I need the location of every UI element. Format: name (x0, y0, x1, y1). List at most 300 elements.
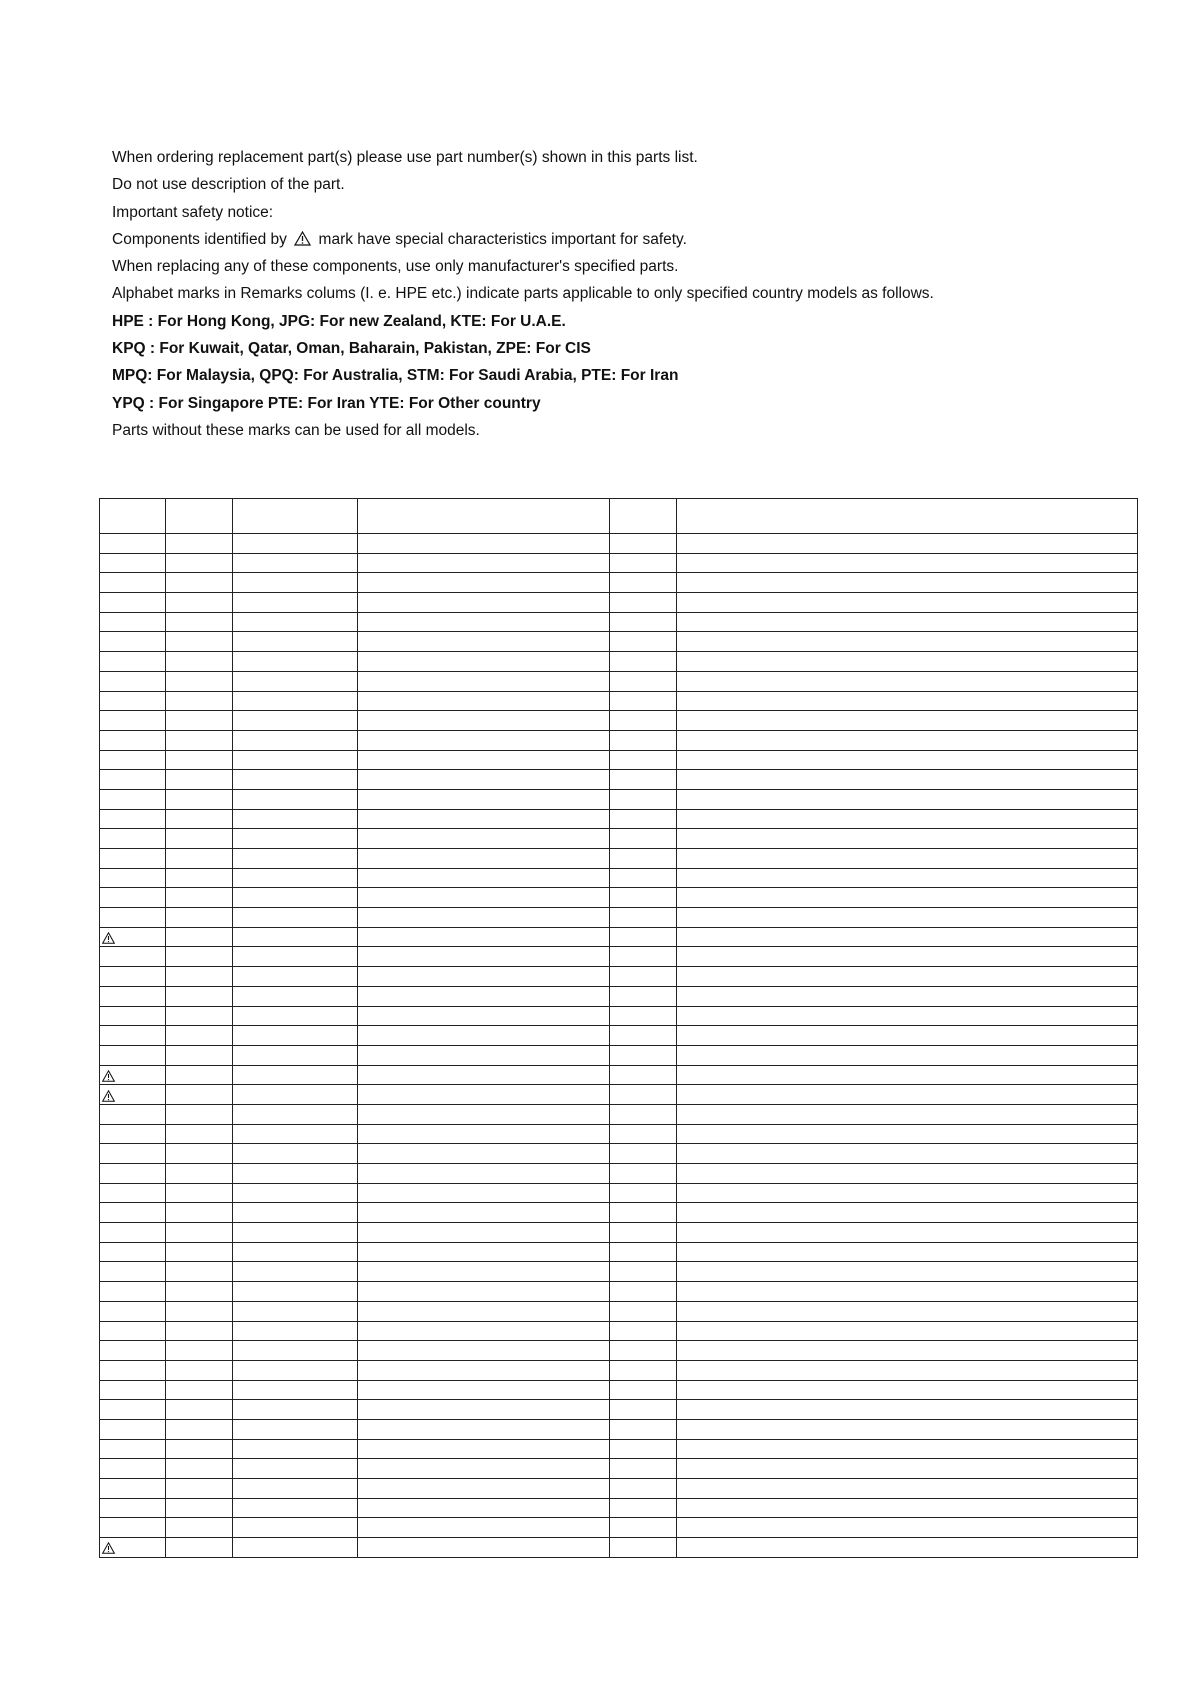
table-cell (233, 888, 358, 908)
table-cell (358, 534, 610, 554)
header-cell (610, 499, 677, 534)
table-cell (100, 770, 166, 790)
note-line-6: Alphabet marks in Remarks colums (I. e. HPE etc.) indicate parts applicable to only specified country models as follows. (112, 285, 934, 303)
table-cell (677, 671, 1138, 691)
table-cell (677, 573, 1138, 593)
table-row (100, 1360, 1138, 1380)
table-cell (166, 1164, 233, 1184)
table-cell (100, 1301, 166, 1321)
table-row (100, 671, 1138, 691)
table-cell (100, 1144, 166, 1164)
table-cell (610, 1400, 677, 1420)
note-line-2: Do not use description of the part. (112, 176, 345, 194)
table-cell (610, 593, 677, 613)
table-cell (677, 534, 1138, 554)
table-cell (166, 1262, 233, 1282)
table-cell (677, 1282, 1138, 1302)
table-cell (677, 1262, 1138, 1282)
table-cell (233, 691, 358, 711)
table-cell (166, 1459, 233, 1479)
table-cell (166, 967, 233, 987)
table-cell (233, 1439, 358, 1459)
table-cell (358, 947, 610, 967)
table-cell (610, 770, 677, 790)
table-cell (100, 593, 166, 613)
table-cell (358, 1518, 610, 1538)
country-code-line-hpe: HPE : For Hong Kong, JPG: For new Zealand, KTE: For U.A.E. (112, 312, 566, 330)
table-cell (100, 1419, 166, 1439)
table-cell (100, 1242, 166, 1262)
table-row (100, 691, 1138, 711)
table-cell (358, 1360, 610, 1380)
note-line-1: When ordering replacement part(s) please use part number(s) shown in this parts list. (112, 149, 698, 166)
table-cell (610, 1301, 677, 1321)
table-cell (100, 1439, 166, 1459)
table-cell (100, 1085, 166, 1105)
table-cell (610, 1045, 677, 1065)
country-code-line-kpq: KPQ : For Kuwait, Qatar, Oman, Baharain, Pakistan, ZPE: For CIS (112, 340, 591, 358)
table-row (100, 534, 1138, 554)
table-cell (677, 1124, 1138, 1144)
table-row (100, 849, 1138, 869)
table-cell (677, 1459, 1138, 1479)
table-cell (358, 1439, 610, 1459)
table-cell (358, 849, 610, 869)
table-cell (166, 1498, 233, 1518)
table-row (100, 1065, 1138, 1085)
table-cell (166, 1183, 233, 1203)
table-cell (358, 1380, 610, 1400)
table-cell (358, 1262, 610, 1282)
table-cell (677, 927, 1138, 947)
note-line-11: Parts without these marks can be used for all models. (112, 421, 480, 439)
table-cell (677, 1321, 1138, 1341)
table-cell (358, 986, 610, 1006)
table-cell (100, 1479, 166, 1499)
table-cell (358, 868, 610, 888)
table-cell (166, 691, 233, 711)
table-cell (358, 1045, 610, 1065)
table-cell (233, 1262, 358, 1282)
table-cell (358, 730, 610, 750)
table-cell (610, 1104, 677, 1124)
table-cell (610, 1459, 677, 1479)
table-cell (677, 967, 1138, 987)
table-cell (233, 1242, 358, 1262)
table-row (100, 553, 1138, 573)
table-cell (233, 947, 358, 967)
table-cell (233, 750, 358, 770)
table-cell (358, 1321, 610, 1341)
table-cell (677, 1360, 1138, 1380)
table-cell (233, 868, 358, 888)
table-cell (233, 770, 358, 790)
table-cell (233, 829, 358, 849)
table-cell (610, 1518, 677, 1538)
table-cell (677, 1400, 1138, 1420)
table-row (100, 868, 1138, 888)
table-cell (610, 1124, 677, 1144)
table-cell (358, 789, 610, 809)
table-cell (677, 1498, 1138, 1518)
table-cell (166, 711, 233, 731)
table-cell (100, 671, 166, 691)
table-cell (677, 868, 1138, 888)
note-line-3: Important safety notice: (112, 203, 274, 221)
table-cell (610, 927, 677, 947)
table-cell (610, 1006, 677, 1026)
table-cell (233, 593, 358, 613)
table-cell (610, 1419, 677, 1439)
table-cell (100, 1223, 166, 1243)
table-cell (233, 1203, 358, 1223)
table-cell (677, 1223, 1138, 1243)
table-cell (100, 1360, 166, 1380)
table-row (100, 789, 1138, 809)
table-cell (166, 593, 233, 613)
table-cell (610, 1065, 677, 1085)
table-cell (677, 908, 1138, 928)
header-cell (166, 499, 233, 534)
table-cell (166, 829, 233, 849)
table-cell (610, 632, 677, 652)
table-cell (100, 888, 166, 908)
table-cell (100, 632, 166, 652)
table-cell (677, 632, 1138, 652)
table-cell (677, 1538, 1138, 1558)
table-cell (610, 1282, 677, 1302)
table-cell (166, 1419, 233, 1439)
table-cell (677, 1104, 1138, 1124)
table-row (100, 1439, 1138, 1459)
table-cell (610, 534, 677, 554)
table-cell (100, 534, 166, 554)
table-cell (358, 1006, 610, 1026)
table-cell (100, 1538, 166, 1558)
table-cell (233, 1085, 358, 1105)
table-cell (166, 1479, 233, 1499)
header-cell (677, 499, 1138, 534)
table-cell (233, 1459, 358, 1479)
table-row (100, 1164, 1138, 1184)
table-cell (677, 986, 1138, 1006)
table-cell (233, 1282, 358, 1302)
warning-triangle-icon (102, 1542, 115, 1554)
table-row (100, 711, 1138, 731)
table-row (100, 1301, 1138, 1321)
table-cell (166, 1144, 233, 1164)
table-cell (358, 612, 610, 632)
table-cell (677, 1479, 1138, 1499)
table-cell (233, 1045, 358, 1065)
table-row (100, 1321, 1138, 1341)
table-row (100, 986, 1138, 1006)
table-cell (610, 947, 677, 967)
table-cell (100, 1400, 166, 1420)
note-line-4-after: mark have special characteristics important for safety. (318, 230, 687, 248)
table-cell (358, 1085, 610, 1105)
table-cell (233, 986, 358, 1006)
table-cell (677, 711, 1138, 731)
table-cell (358, 1164, 610, 1184)
table-cell (166, 1124, 233, 1144)
table-cell (233, 1164, 358, 1184)
table-cell (610, 1085, 677, 1105)
table-cell (677, 947, 1138, 967)
table-cell (233, 652, 358, 672)
table-cell (677, 1164, 1138, 1184)
table-cell (610, 1439, 677, 1459)
table-cell (358, 553, 610, 573)
table-cell (610, 829, 677, 849)
table-row (100, 612, 1138, 632)
table-row (100, 947, 1138, 967)
table-cell (610, 1262, 677, 1282)
table-cell (233, 1065, 358, 1085)
table-cell (677, 1203, 1138, 1223)
table-row (100, 1282, 1138, 1302)
table-row (100, 1183, 1138, 1203)
table-cell (166, 809, 233, 829)
table-cell (166, 1400, 233, 1420)
table-cell (677, 1045, 1138, 1065)
table-cell (677, 888, 1138, 908)
table-cell (233, 1479, 358, 1499)
table-cell (677, 770, 1138, 790)
warning-triangle-icon (102, 932, 115, 944)
table-row (100, 1104, 1138, 1124)
table-cell (610, 1479, 677, 1499)
table-row (100, 967, 1138, 987)
table-cell (358, 750, 610, 770)
table-cell (166, 1282, 233, 1302)
table-row (100, 652, 1138, 672)
table-cell (358, 1301, 610, 1321)
table-cell (610, 612, 677, 632)
table-cell (233, 1538, 358, 1558)
table-cell (358, 1124, 610, 1144)
warning-triangle-icon (102, 1070, 115, 1082)
table-cell (358, 1242, 610, 1262)
table-cell (166, 730, 233, 750)
table-cell (677, 691, 1138, 711)
table-cell (233, 1006, 358, 1026)
table-cell (610, 809, 677, 829)
table-cell (100, 612, 166, 632)
table-cell (358, 888, 610, 908)
table-cell (100, 1124, 166, 1144)
table-row (100, 1380, 1138, 1400)
table-cell (358, 691, 610, 711)
table-cell (166, 1045, 233, 1065)
table-cell (100, 1065, 166, 1085)
table-cell (233, 671, 358, 691)
table-cell (358, 1498, 610, 1518)
table-cell (166, 1085, 233, 1105)
table-cell (233, 612, 358, 632)
table-cell (610, 711, 677, 731)
table-cell (166, 908, 233, 928)
table-cell (100, 1045, 166, 1065)
table-cell (677, 1144, 1138, 1164)
table-row (100, 1223, 1138, 1243)
table-cell (233, 632, 358, 652)
table-cell (100, 1006, 166, 1026)
table-cell (610, 1321, 677, 1341)
table-cell (166, 1301, 233, 1321)
table-cell (233, 908, 358, 928)
table-cell (677, 1085, 1138, 1105)
table-cell (233, 1498, 358, 1518)
table-cell (677, 593, 1138, 613)
note-line-5: When replacing any of these components, use only manufacturer's specified parts. (112, 258, 679, 276)
table-cell (233, 730, 358, 750)
table-body (100, 534, 1138, 1558)
table-cell (358, 770, 610, 790)
table-cell (358, 632, 610, 652)
table-cell (358, 1203, 610, 1223)
table-cell (100, 1459, 166, 1479)
table-cell (233, 1380, 358, 1400)
table-cell (100, 1518, 166, 1538)
table-cell (166, 534, 233, 554)
table-cell (166, 947, 233, 967)
table-cell (233, 1321, 358, 1341)
table-cell (233, 967, 358, 987)
table-row (100, 730, 1138, 750)
header-cell (100, 499, 166, 534)
header-cell (233, 499, 358, 534)
table-cell (610, 1183, 677, 1203)
table-cell (233, 534, 358, 554)
table-cell (166, 868, 233, 888)
table-row (100, 1341, 1138, 1361)
table-cell (677, 1439, 1138, 1459)
table-row (100, 1518, 1138, 1538)
warning-triangle-icon (294, 231, 311, 246)
table-cell (100, 553, 166, 573)
table-cell (166, 1223, 233, 1243)
table-cell (233, 1419, 358, 1439)
table-cell (100, 711, 166, 731)
table-cell (100, 1026, 166, 1046)
table-cell (166, 1518, 233, 1538)
table-row (100, 770, 1138, 790)
table-cell (166, 1538, 233, 1558)
table-cell (233, 927, 358, 947)
table-cell (233, 711, 358, 731)
notes-section (112, 144, 1132, 444)
table-row (100, 1262, 1138, 1282)
table-cell (100, 652, 166, 672)
table-cell (166, 553, 233, 573)
table-cell (610, 789, 677, 809)
table-row (100, 1479, 1138, 1499)
table-cell (358, 1282, 610, 1302)
table-row (100, 1144, 1138, 1164)
table-cell (358, 1144, 610, 1164)
table-cell (677, 1242, 1138, 1262)
table-cell (100, 1262, 166, 1282)
table-cell (358, 1183, 610, 1203)
table-cell (610, 1538, 677, 1558)
table-cell (677, 652, 1138, 672)
table-cell (233, 1183, 358, 1203)
table-cell (233, 553, 358, 573)
table-cell (100, 1341, 166, 1361)
country-code-line-ypq: YPQ : For Singapore PTE: For Iran YTE: For Other country (112, 394, 541, 412)
parts-list-table (99, 498, 1138, 1558)
table-cell (610, 967, 677, 987)
table-cell (610, 1498, 677, 1518)
table-cell (233, 1223, 358, 1243)
table-cell (166, 927, 233, 947)
table-row (100, 1085, 1138, 1105)
table-cell (610, 1380, 677, 1400)
table-cell (358, 1419, 610, 1439)
table-cell (677, 1183, 1138, 1203)
table-cell (166, 671, 233, 691)
table-cell (610, 1164, 677, 1184)
table-cell (610, 691, 677, 711)
table-row (100, 1459, 1138, 1479)
table-cell (610, 888, 677, 908)
table-cell (100, 1380, 166, 1400)
table-cell (100, 829, 166, 849)
table-cell (610, 671, 677, 691)
table-cell (358, 593, 610, 613)
warning-triangle-icon (102, 1090, 115, 1102)
table-cell (677, 553, 1138, 573)
table-row (100, 593, 1138, 613)
table-cell (358, 829, 610, 849)
table-cell (100, 986, 166, 1006)
table-cell (166, 1439, 233, 1459)
table-cell (677, 1518, 1138, 1538)
table-cell (358, 1065, 610, 1085)
table-cell (358, 652, 610, 672)
table-row (100, 809, 1138, 829)
table-cell (610, 849, 677, 869)
table-cell (233, 809, 358, 829)
table-cell (358, 1223, 610, 1243)
table-cell (610, 553, 677, 573)
table-row (100, 573, 1138, 593)
table-cell (233, 1341, 358, 1361)
table-cell (233, 1518, 358, 1538)
table-cell (166, 750, 233, 770)
table-row (100, 908, 1138, 928)
table-row (100, 927, 1138, 947)
table-cell (166, 1065, 233, 1085)
table-cell (610, 1341, 677, 1361)
table-cell (677, 1026, 1138, 1046)
table-cell (100, 1183, 166, 1203)
table-cell (233, 789, 358, 809)
table-cell (358, 1104, 610, 1124)
table-cell (100, 691, 166, 711)
table-cell (610, 1223, 677, 1243)
table-cell (358, 1479, 610, 1499)
table-cell (677, 730, 1138, 750)
table-cell (677, 829, 1138, 849)
country-code-line-mpq: MPQ: For Malaysia, QPQ: For Australia, STM: For Saudi Arabia, PTE: For Iran (112, 367, 679, 385)
table-cell (166, 1026, 233, 1046)
table-cell (677, 1065, 1138, 1085)
table-row (100, 1498, 1138, 1518)
table-cell (610, 868, 677, 888)
table-cell (358, 1026, 610, 1046)
